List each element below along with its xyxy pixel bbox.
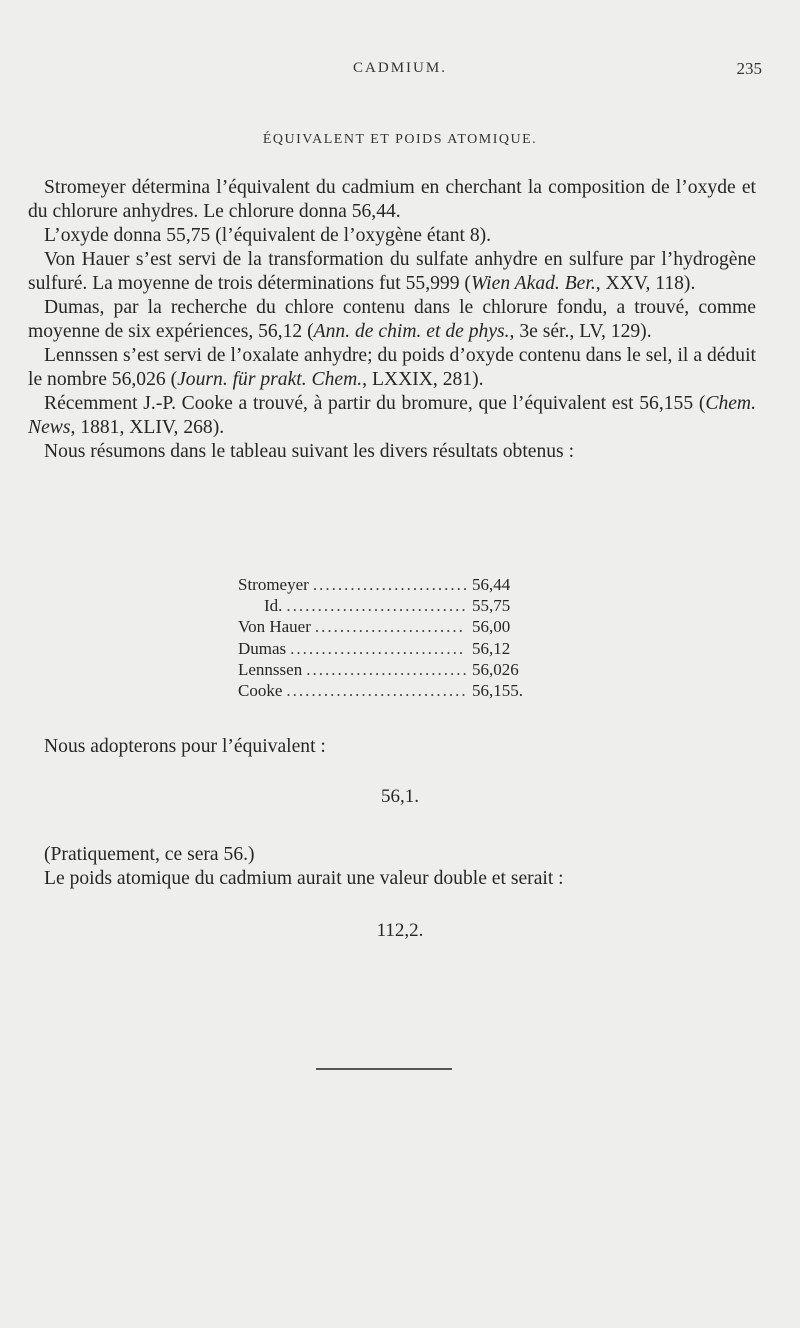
- author-name: Von Hauer: [238, 617, 311, 637]
- atomic-weight-text: Le poids atomique du cadmium aurait une valeur double et serait :: [44, 868, 564, 889]
- author-name: Dumas: [238, 638, 287, 658]
- paragraph-dumas: [28, 296, 756, 344]
- section-heading: ÉQUIVALENT ET POIDS ATOMIQUE.: [262, 132, 538, 147]
- paragraph-text: Récemment J.-P. Cooke a trouvé, à partir du bromure, que l’équivalent est 56,155 (: [44, 393, 706, 414]
- table-row: [238, 616, 538, 637]
- result-value: 56,155.: [472, 680, 523, 700]
- paragraph-text: L’oxyde donna 55,75 (l’équivalent de l’oxygène étant 8).: [44, 225, 492, 246]
- leader-dots: [315, 616, 466, 637]
- citation-journal: Chem. News: [28, 393, 756, 438]
- page-number: 235: [736, 59, 762, 78]
- paragraph-stromeyer: [28, 176, 756, 224]
- table-row: [238, 680, 538, 701]
- table-row: [238, 659, 538, 680]
- citation-journal: Journ. für prakt. Chem.: [177, 369, 363, 390]
- leader-dots: [290, 638, 466, 659]
- practical-note: (Pratiquement, ce sera 56.): [44, 844, 255, 865]
- leader-dots: [313, 574, 466, 595]
- paragraph-text: , XXV, 118).: [595, 273, 696, 294]
- result-value: 56,00: [472, 617, 511, 637]
- author-name: Cooke: [238, 680, 283, 700]
- paragraph-text: Nous résumons dans le tableau suivant les divers résultats obtenus :: [44, 441, 575, 462]
- table-row: [238, 595, 538, 616]
- leader-dots: [286, 680, 466, 701]
- paragraph-lenssen: [28, 344, 756, 392]
- paragraph-hauer: [28, 248, 756, 296]
- citation-journal: Wien Akad. Ber.: [470, 273, 596, 294]
- result-value: 55,75: [472, 596, 511, 616]
- paragraph-text: Stromeyer détermina l’équivalent du cadmium en cherchant la composition de l’oxyde et du chlorure anhydres. Le chlorure donna 56,44.: [28, 177, 756, 222]
- leader-dots: [286, 595, 466, 616]
- section-divider: [316, 1068, 452, 1070]
- adopt-text: Nous adopterons pour l’équivalent :: [44, 736, 326, 757]
- atomic-weight-value: 112,2.: [376, 920, 424, 941]
- results-table: [238, 574, 538, 701]
- paragraph-text: , 3e sér., LV, 129).: [509, 321, 652, 342]
- table-row: [238, 574, 538, 595]
- paragraph-oxyde: [28, 224, 756, 248]
- author-name: Id.: [264, 596, 283, 616]
- table-row: [238, 638, 538, 659]
- equivalent-value: 56,1.: [381, 786, 419, 807]
- result-value: 56,026: [472, 659, 519, 679]
- running-title: CADMIUM.: [353, 60, 447, 76]
- author-name: Lennssen: [238, 659, 303, 679]
- paragraph-text: , LXXIX, 281).: [362, 369, 484, 390]
- paragraph-text: Von Hauer s’est servi de la transformation du sulfate anhydre en sulfure par l’hydrogène sulfuré. La moyenne de trois déterminations fut 55,999 (: [28, 249, 756, 294]
- paragraph-text: Dumas, par la recherche du chlore contenu dans le chlorure fondu, a trouvé, comme moyenne de six expériences, 56,12 (: [28, 297, 756, 342]
- citation-journal: Ann. de chim. et de phys.: [313, 321, 510, 342]
- body-text: [28, 176, 756, 464]
- paragraph-cooke: [28, 392, 756, 440]
- result-value: 56,44: [472, 575, 511, 594]
- result-value: 56,12: [472, 638, 511, 658]
- paragraph-summary: [28, 440, 756, 464]
- paragraph-text: , 1881, XLIV, 268).: [70, 417, 225, 438]
- author-name: Stromeyer: [238, 575, 309, 594]
- leader-dots: [306, 659, 466, 680]
- paragraph-text: Lennssen s’est servi de l’oxalate anhydre; du poids d’oxyde contenu dans le sel, il a déduit le nombre 56,026 (: [28, 345, 756, 390]
